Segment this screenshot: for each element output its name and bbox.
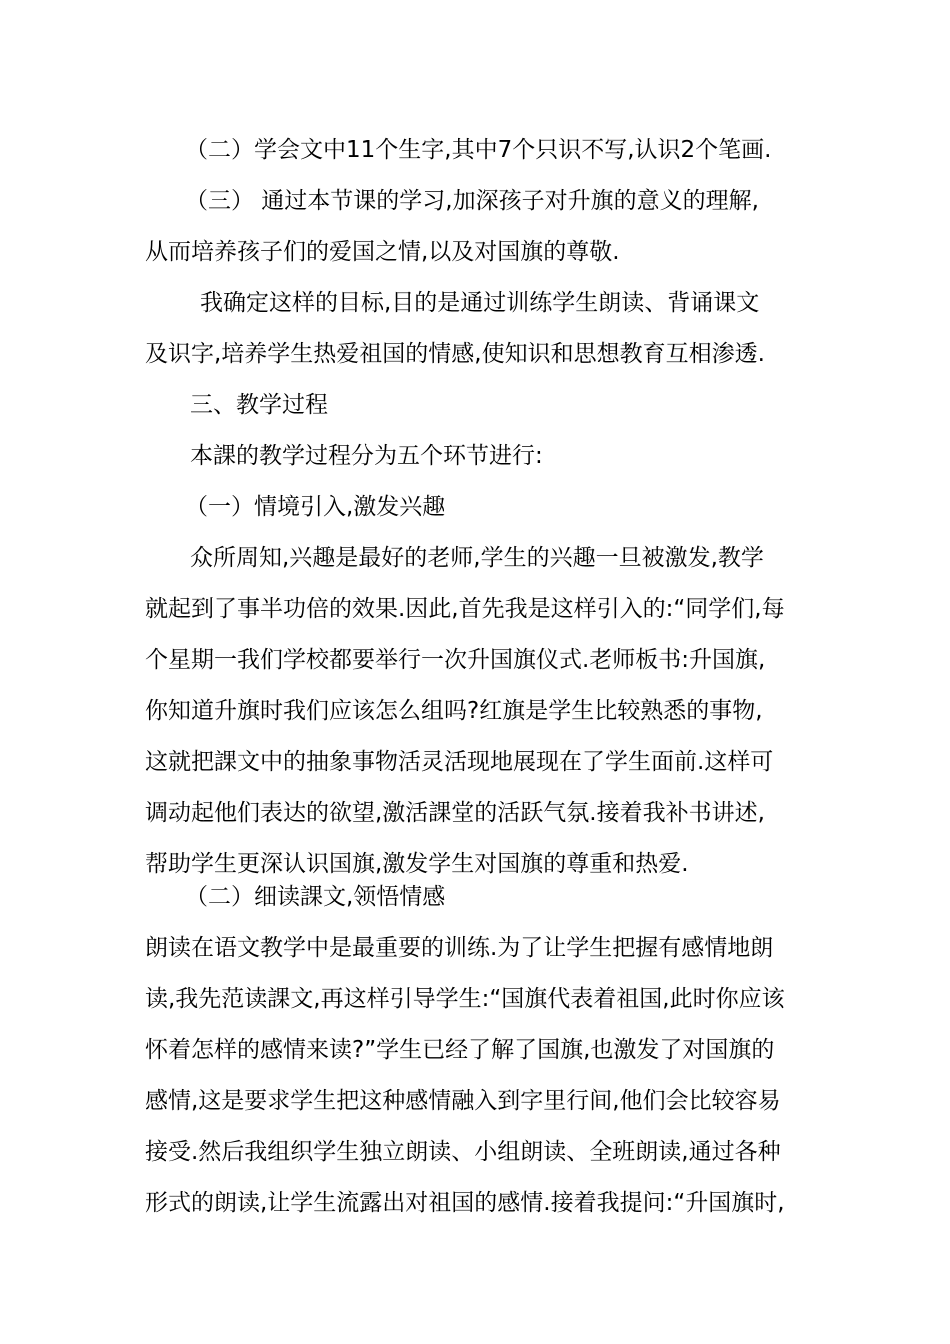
paragraph-line: 感情,这是要求学生把这种感情融入到字里行间,他们会比较容易 xyxy=(145,1088,781,1114)
heading-teaching-process: 三、教学过程 xyxy=(190,392,328,418)
paragraph-line: 众所周知,兴趣是最好的老师,学生的兴趣一旦被激发,教学 xyxy=(190,545,764,571)
subheading-step-2: （二）细读課文,领悟情感 xyxy=(185,884,446,910)
line-goal-2: （二）学会文中11个生字,其中7个只识不写,认识2个笔画. xyxy=(185,137,772,163)
paragraph-line: 你知道升旗时我们应该怎么组吗?红旗是学生比较熟悉的事物, xyxy=(145,698,763,724)
paragraph-line: 形式的朗读,让学生流露出对祖国的感情.接着我提问:“升国旗时, xyxy=(145,1190,785,1216)
line-rationale: 我确定这样的目标,目的是通过训练学生朗读、背诵课文 xyxy=(200,290,760,316)
paragraph-line: 怀着怎样的感情来读?”学生已经了解了国旗,也激发了对国旗的 xyxy=(145,1037,775,1063)
line-goal-3: （三） 通过本节课的学习,加深孩子对升旗的意义的理解, xyxy=(185,188,759,214)
paragraph-line: 这就把課文中的抽象事物活灵活现地展现在了学生面前.这样可 xyxy=(145,749,774,775)
line-process-intro: 本課的教学过程分为五个环节进行: xyxy=(190,443,543,469)
paragraph-line: 读,我先范读課文,再这样引导学生:“国旗代表着祖国,此时你应该 xyxy=(145,986,785,1012)
paragraph-line: 就起到了事半功倍的效果.因此,首先我是这样引入的:“同学们,每 xyxy=(145,596,785,622)
line-goal-3-cont: 从而培养孩子们的爱国之情,以及对国旗的尊敬. xyxy=(145,239,620,265)
paragraph-line: 朗读在语文教学中是最重要的训练.为了让学生把握有感情地朗 xyxy=(145,935,774,961)
paragraph-line: 个星期一我们学校都要举行一次升国旗仪式.老师板书:升国旗, xyxy=(145,647,766,673)
subheading-step-1: （一）情境引入,激发兴趣 xyxy=(185,494,446,520)
paragraph-line: 帮助学生更深认识国旗,激发学生对国旗的尊重和热爱. xyxy=(145,851,689,877)
paragraph-line: 调动起他们表达的欲望,激活課堂的活跃气氛.接着我补书讲述, xyxy=(145,800,765,826)
paragraph-line: 接受.然后我组织学生独立朗读、小组朗读、全班朗读,通过各种 xyxy=(145,1139,781,1165)
line-rationale-cont: 及识字,培养学生热爱祖国的情感,使知识和思想教育互相渗透. xyxy=(145,341,765,367)
